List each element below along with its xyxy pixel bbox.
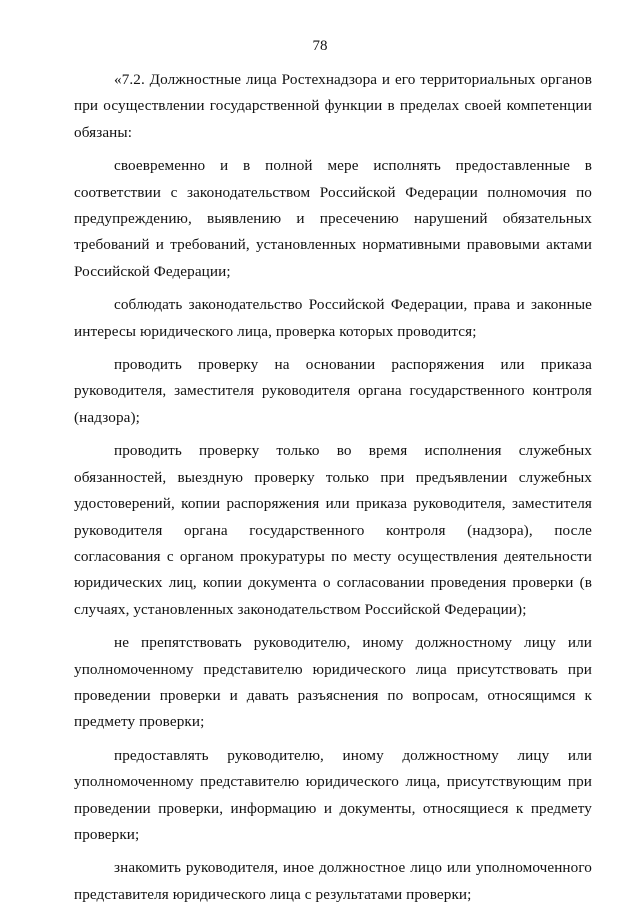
paragraph-duty-1: своевременно и в полной мере исполнять предоставленные в соответствии с законодательством Российской Федерации полномочия по предупреждению, выявлению и пресечению нарушений обязательных требований и требований, установленных нормативными правовыми актами Российской Федерации; — [74, 157, 592, 280]
page-number: 78 — [312, 38, 328, 54]
paragraph-duty-4: проводить проверку только во время исполнения служебных обязанностей, выездную проверку только при предъявлении служебных удостоверений, копии распоряжения или приказа руководителя, заместителя руководителя органа государственного контроля (надзора), после согласования с органом прокуратуры по месту осуществления деятельности юридических лиц, копии документа о согласовании проведения проверки (в случаях, установленных законодательством Российской Федерации); — [74, 442, 592, 618]
paragraph-duty-7: знакомить руководителя, иное должностное лицо или уполномоченного представителя юридического лица с результатами проверки; — [74, 859, 592, 903]
paragraph-duty-2: соблюдать законодательство Российской Федерации, права и законные интересы юридического лица, проверка которых проводится; — [74, 296, 592, 340]
document-body — [74, 67, 592, 915]
paragraph-duty-5: не препятствовать руководителю, иному должностному лицу или уполномоченному представителю юридического лица присутствовать при проведении проверки и давать разъяснения по вопросам, относящимся к предмету проверки; — [74, 634, 592, 731]
paragraph-duty-3: проводить проверку на основании распоряжения или приказа руководителя, заместителя руководителя органа государственного контроля (надзора); — [74, 356, 592, 426]
paragraph-duty-6: предоставлять руководителю, иному должностному лицу или уполномоченному представителю юридического лица, присутствующим при проведении проверки, информацию и документы, относящиеся к предмету проверки; — [74, 746, 592, 843]
paragraph-intro: «7.2. Должностные лица Ростехнадзора и его территориальных органов при осуществлении государственной функции в пределах своей компетенции обязаны: — [74, 71, 592, 141]
